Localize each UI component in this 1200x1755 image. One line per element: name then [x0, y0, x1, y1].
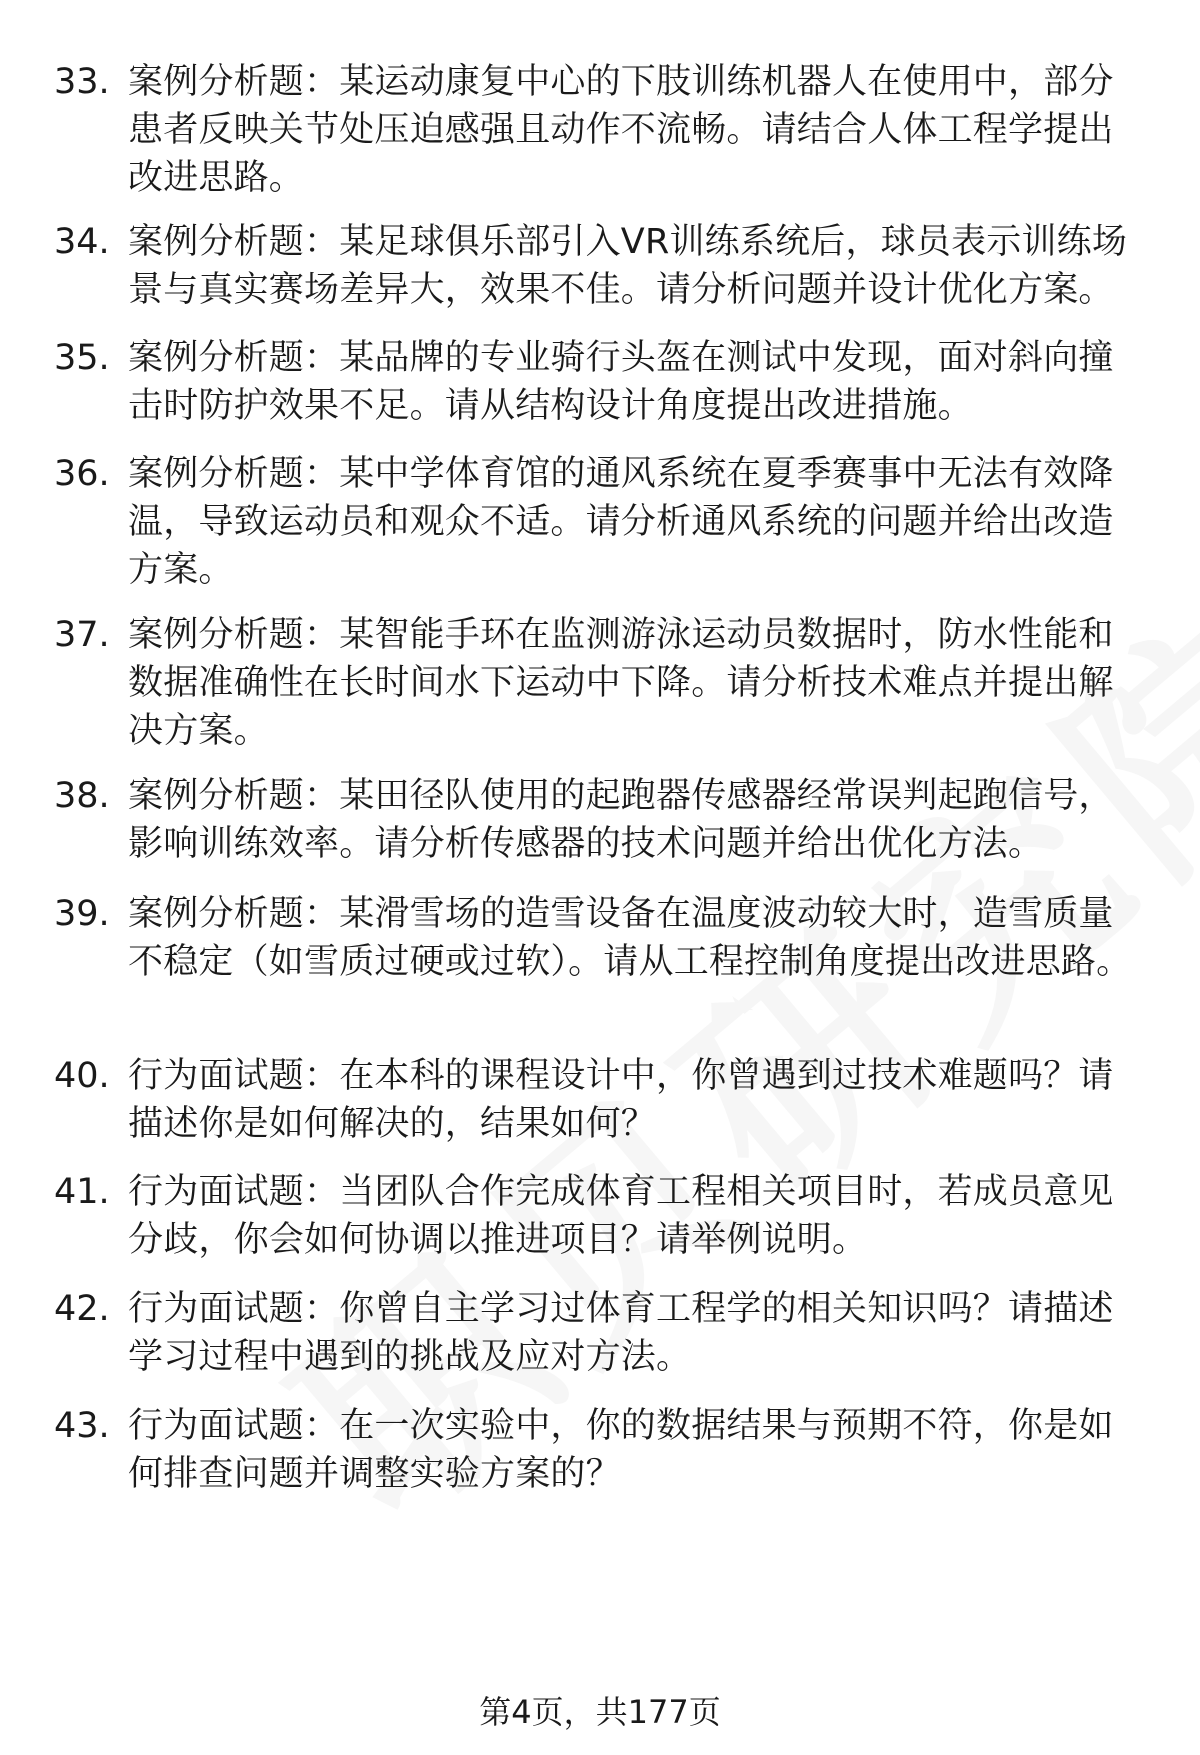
question-text: 行为面试题：你曾自主学习过体育工程学的相关知识吗？请描述学习过程中遇到的挑战及应对方法。 — [128, 1289, 1114, 1377]
question-number: 39. — [54, 894, 110, 934]
question-number: 38. — [54, 776, 110, 816]
question-number: 37. — [54, 615, 110, 655]
question-text: 案例分析题：某田径队使用的起跑器传感器经常误判起跑信号，影响训练效率。请分析传感器的技术问题并给出优化方法。 — [128, 776, 1114, 864]
question-number: 40. — [54, 1056, 110, 1096]
question-text: 案例分析题：某滑雪场的造雪设备在温度波动较大时，造雪质量不稳定（如雪质过硬或过软）。请从工程控制角度提出改进思路。 — [128, 894, 1132, 982]
question-number: 43. — [54, 1406, 110, 1446]
page-indicator: 第4页，共177页 — [479, 1693, 721, 1731]
question-text: 案例分析题：某智能手环在监测游泳运动员数据时，防水性能和数据准确性在长时间水下运动中下降。请分析技术难点并提出解决方案。 — [128, 615, 1114, 751]
question-number: 34. — [54, 222, 110, 262]
question-text: 案例分析题：某中学体育馆的通风系统在夏季赛事中无法有效降温，导致运动员和观众不适。请分析通风系统的问题并给出改造方案。 — [128, 454, 1114, 590]
question-number: 41. — [54, 1172, 110, 1212]
question-number: 35. — [54, 338, 110, 378]
question-number: 36. — [54, 454, 110, 494]
question-text: 行为面试题：当团队合作完成体育工程相关项目时，若成员意见分歧，你会如何协调以推进项目？请举例说明。 — [128, 1172, 1114, 1260]
question-text: 案例分析题：某足球俱乐部引入VR训练系统后，球员表示训练场景与真实赛场差异大，效果不佳。请分析问题并设计优化方案。 — [128, 222, 1128, 310]
question-text: 案例分析题：某运动康复中心的下肢训练机器人在使用中，部分患者反映关节处压迫感强且动作不流畅。请结合人体工程学提出改进思路。 — [128, 62, 1114, 198]
question-text: 案例分析题：某品牌的专业骑行头盔在测试中发现，面对斜向撞击时防护效果不足。请从结构设计角度提出改进措施。 — [128, 338, 1114, 426]
question-number: 42. — [54, 1289, 110, 1329]
question-number: 33. — [54, 62, 110, 102]
question-text: 行为面试题：在一次实验中，你的数据结果与预期不符，你是如何排查问题并调整实验方案的？ — [128, 1406, 1114, 1494]
question-text: 行为面试题：在本科的课程设计中，你曾遇到过技术难题吗？请描述你是如何解决的，结果如何？ — [128, 1056, 1114, 1144]
